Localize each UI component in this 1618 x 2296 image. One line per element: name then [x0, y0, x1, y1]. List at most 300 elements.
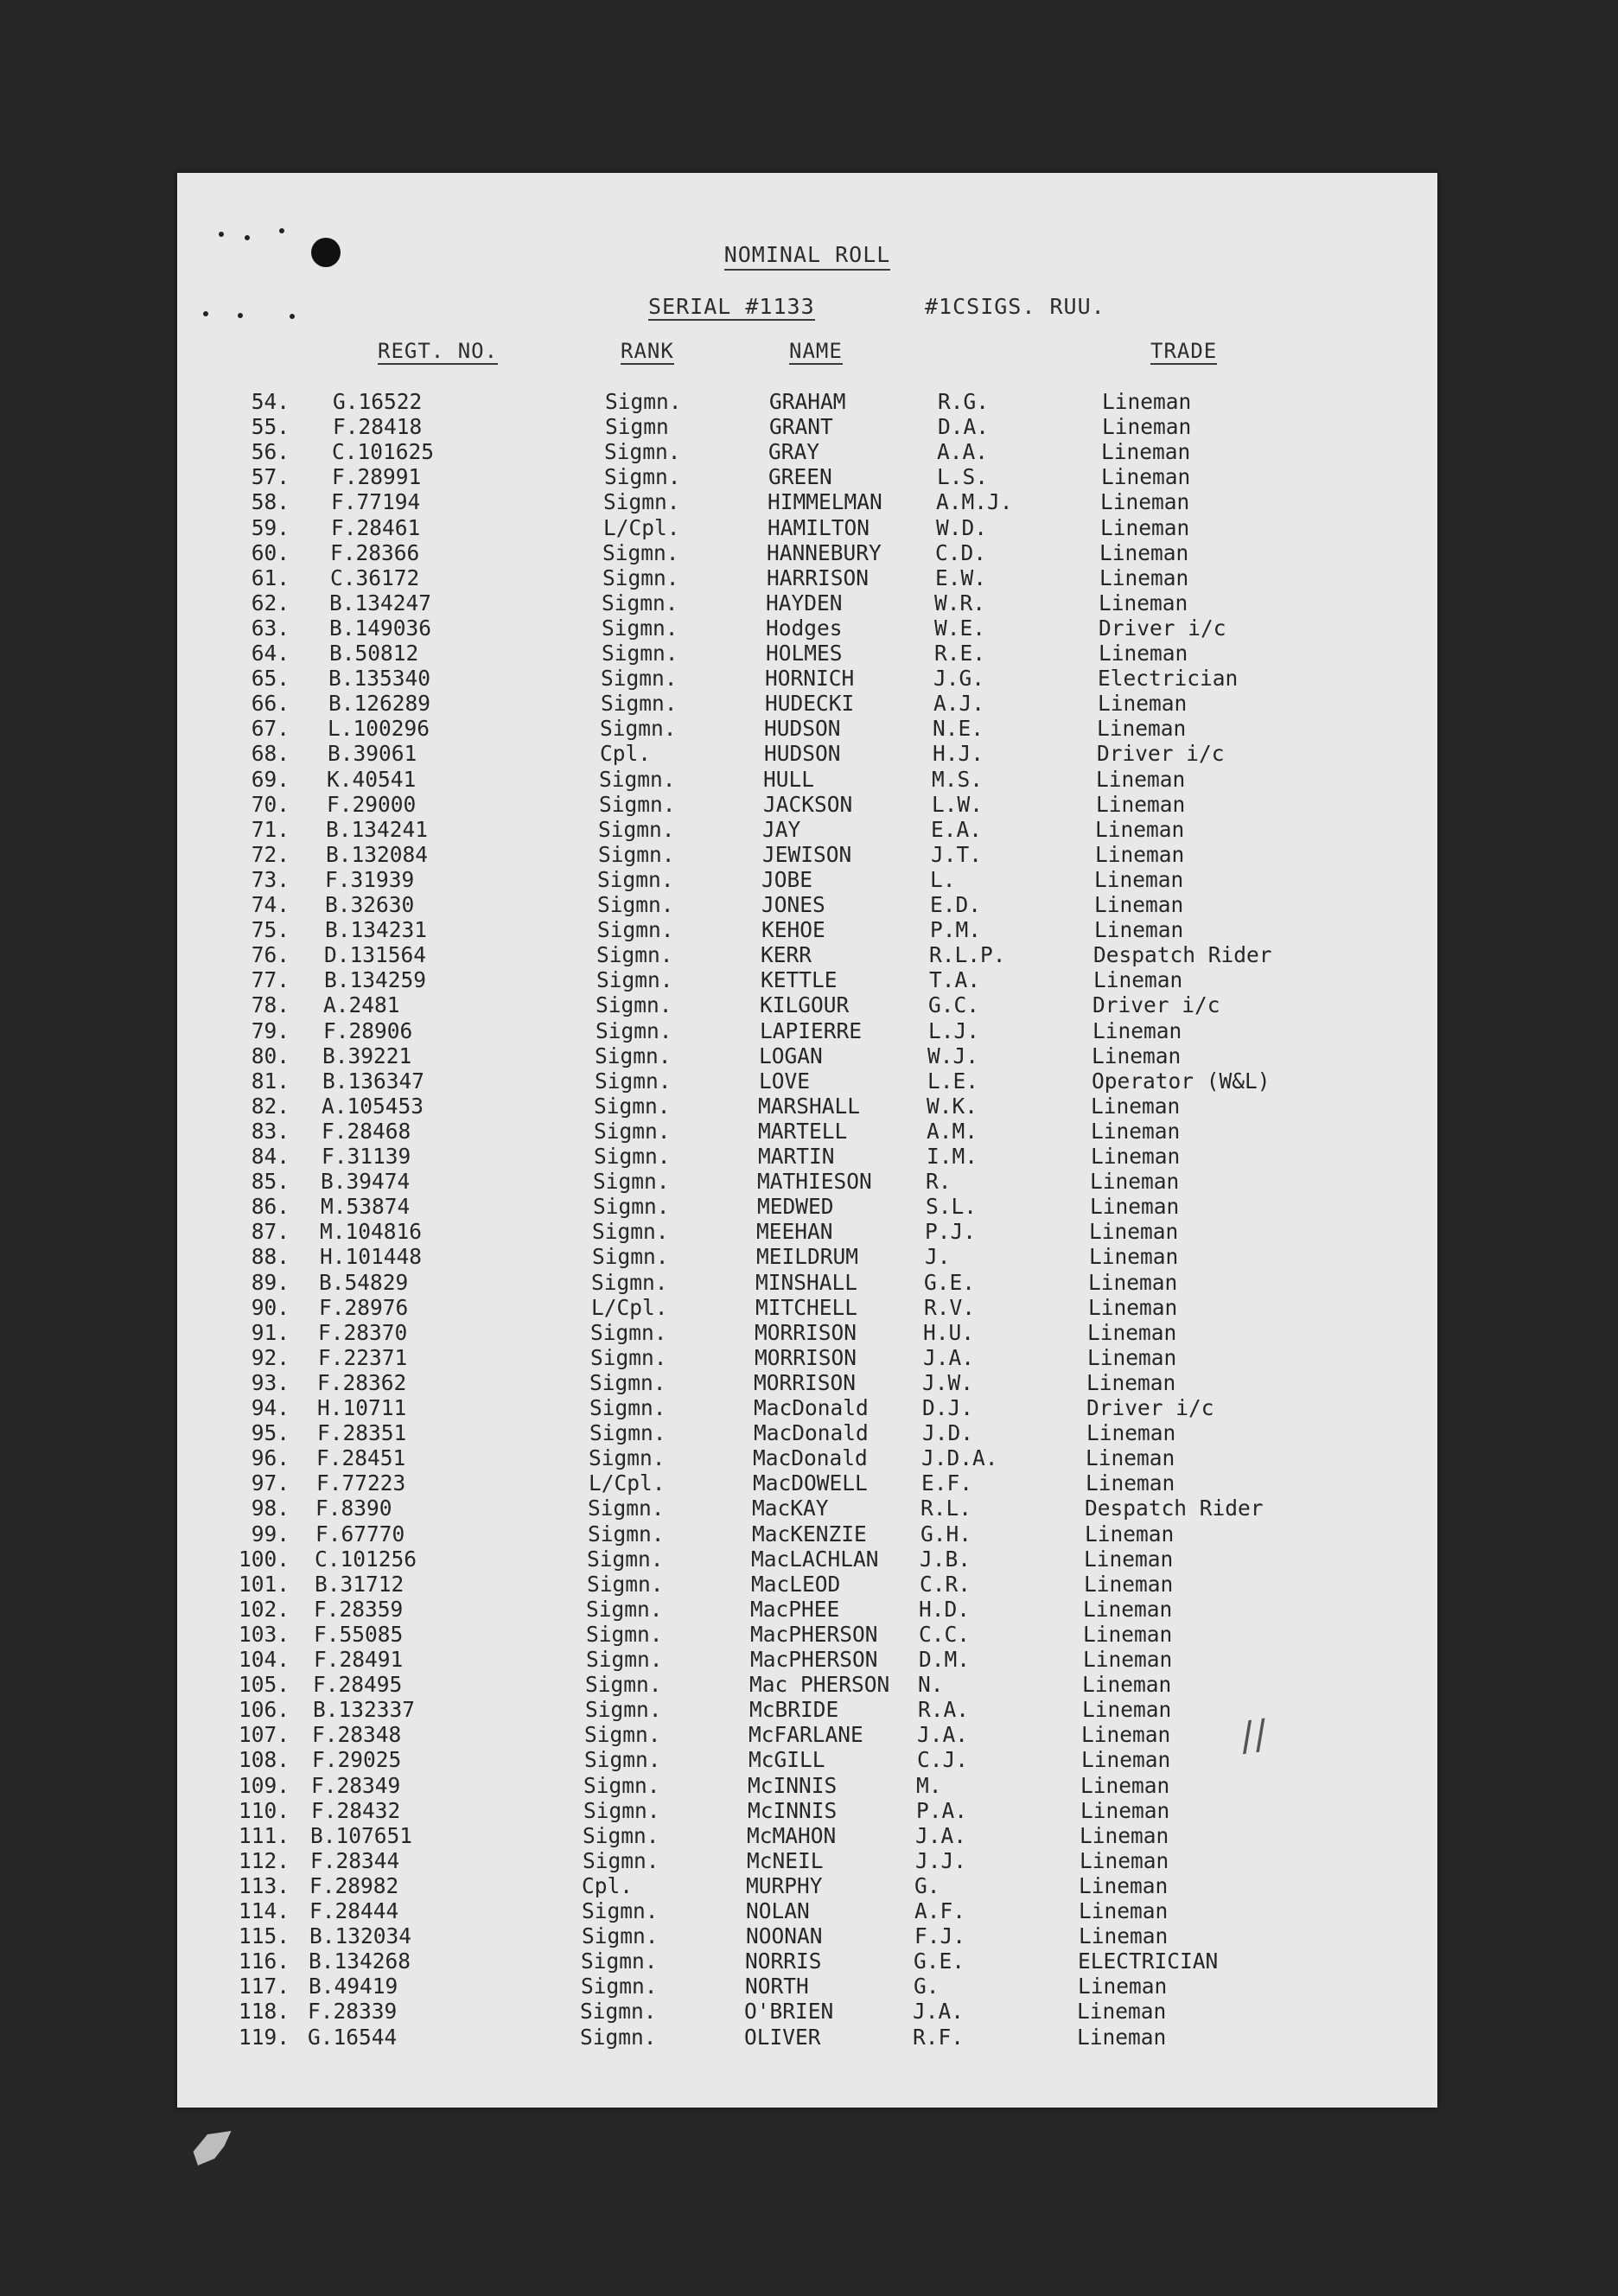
regt-number: B.39061	[328, 741, 417, 767]
rank: Sigmn.	[586, 1621, 663, 1647]
regt-number: B.149036	[329, 615, 432, 641]
initials: H.J.	[933, 741, 984, 767]
regt-number: F.28344	[310, 1847, 400, 1873]
trade: Lineman	[1102, 414, 1192, 440]
row-number: 113.	[238, 1872, 290, 1898]
surname: HULL	[763, 766, 815, 792]
trade: Lineman	[1099, 539, 1189, 565]
trade: Lineman	[1101, 464, 1191, 490]
initials: J.T.	[931, 841, 983, 867]
initials: M.	[916, 1772, 942, 1798]
trade: Lineman	[1079, 1872, 1169, 1898]
initials: R.G.	[938, 389, 990, 414]
regt-number: F.77194	[331, 489, 421, 515]
initials: G.C.	[928, 992, 980, 1018]
rank: Sigmn.	[582, 1923, 659, 1949]
row-number: 70.	[251, 791, 290, 817]
initials: W.E.	[934, 615, 986, 641]
rank: Sigmn.	[597, 892, 674, 917]
row-number: 90.	[251, 1294, 290, 1320]
surname: KERR	[761, 942, 812, 968]
surname: HUDECKI	[765, 691, 855, 717]
surname: McGILL	[748, 1747, 825, 1773]
row-number: 85.	[251, 1169, 290, 1195]
trade: Lineman	[1082, 1672, 1172, 1698]
surname: McNEIL	[747, 1847, 824, 1873]
row-number: 119.	[238, 2024, 290, 2050]
row-number: 116.	[238, 1948, 290, 1974]
column-header-regt-no: REGT. NO.	[378, 339, 499, 363]
table-row	[177, 1622, 1437, 1647]
trade: Lineman	[1088, 1294, 1178, 1320]
rank: Sigmn.	[602, 564, 679, 590]
regt-number: G.16544	[308, 2024, 398, 2050]
surname: HORNICH	[765, 666, 855, 692]
trade: Lineman	[1081, 1722, 1171, 1748]
regt-number: B.136347	[322, 1068, 425, 1094]
initials: F.J.	[914, 1923, 966, 1949]
table-row	[177, 1823, 1437, 1848]
trade: Lineman	[1081, 1747, 1171, 1773]
regt-number: B.134231	[325, 917, 428, 943]
regt-number: B.134268	[309, 1948, 411, 1974]
row-number: 102.	[238, 1596, 290, 1622]
initials: C.J.	[917, 1747, 969, 1773]
table-row	[177, 1219, 1437, 1244]
trade: Lineman	[1086, 1445, 1175, 1471]
regt-number: B.126289	[328, 691, 431, 717]
regt-number: F.28444	[309, 1898, 399, 1923]
initials: I.M.	[927, 1144, 978, 1169]
row-number: 72.	[251, 841, 290, 867]
trade: Lineman	[1098, 691, 1188, 717]
trade: Lineman	[1082, 1697, 1172, 1723]
rank: Sigmn.	[600, 716, 677, 742]
trade: Lineman	[1090, 1194, 1180, 1220]
surname: MacDOWELL	[753, 1470, 868, 1496]
rank: Sigmn.	[582, 1898, 659, 1923]
table-row	[177, 1244, 1437, 1269]
regt-number: F.28982	[309, 1872, 399, 1898]
surname: MacPHERSON	[750, 1647, 878, 1672]
regt-number: F.28991	[332, 464, 422, 490]
trade: ELECTRICIAN	[1078, 1948, 1219, 1974]
trade: Lineman	[1102, 389, 1192, 414]
rank: Sigmn.	[593, 1169, 670, 1195]
row-number: 108.	[238, 1747, 290, 1773]
surname: HIMMELMAN	[768, 489, 882, 515]
initials: L.E.	[927, 1068, 979, 1094]
trade: Lineman	[1097, 716, 1187, 742]
rank: Sigmn.	[599, 766, 676, 792]
initials: M.S.	[932, 766, 984, 792]
initials: J.A.	[915, 1822, 967, 1848]
initials: J.W.	[922, 1369, 974, 1395]
table-row	[177, 1068, 1437, 1094]
regt-number: F.28491	[314, 1647, 404, 1672]
regt-number: B.134259	[324, 967, 427, 993]
surname: MINSHALL	[755, 1269, 858, 1295]
rank: Sigmn.	[583, 1822, 659, 1848]
rank: Sigmn.	[586, 1647, 663, 1672]
regt-number: B.39474	[321, 1169, 411, 1195]
initials: R.V.	[924, 1294, 976, 1320]
surname: NORRIS	[745, 1948, 822, 1974]
row-number: 86.	[251, 1194, 290, 1220]
trade: Lineman	[1079, 1923, 1169, 1949]
trade: Lineman	[1080, 1772, 1170, 1798]
surname: MATHIESON	[757, 1169, 872, 1195]
regt-number: B.134247	[329, 590, 432, 615]
row-number: 117.	[238, 1974, 290, 1999]
trade: Lineman	[1080, 1847, 1169, 1873]
regt-number: F.31139	[322, 1144, 411, 1169]
surname: McMAHON	[747, 1822, 837, 1848]
rank: Sigmn.	[592, 1244, 669, 1270]
table-row	[177, 716, 1437, 741]
row-number: 79.	[251, 1017, 290, 1043]
trade: Lineman	[1096, 791, 1186, 817]
row-number: 110.	[238, 1797, 290, 1823]
trade: Lineman	[1092, 1017, 1182, 1043]
surname: LOVE	[759, 1068, 811, 1094]
row-number: 109.	[238, 1772, 290, 1798]
row-number: 59.	[251, 514, 290, 540]
surname: GRANT	[769, 414, 833, 440]
trade: Electrician	[1098, 666, 1239, 692]
initials: W.J.	[927, 1043, 979, 1068]
row-number: 97.	[251, 1470, 290, 1496]
row-number: 107.	[238, 1722, 290, 1748]
table-row	[177, 1470, 1437, 1496]
surname: Hodges	[766, 615, 843, 641]
initials: J.A.	[913, 1999, 965, 2025]
initials: D.A.	[938, 414, 990, 440]
surname: MARSHALL	[758, 1093, 861, 1119]
trade: Lineman	[1083, 1621, 1173, 1647]
surname: GRAY	[768, 439, 820, 465]
row-number: 83.	[251, 1118, 290, 1144]
regt-number: F.28468	[322, 1118, 411, 1144]
surname: JEWISON	[762, 841, 852, 867]
trade: Lineman	[1094, 917, 1184, 943]
regt-number: D.131564	[324, 942, 427, 968]
table-row	[177, 1873, 1437, 1898]
table-row	[177, 967, 1437, 992]
regt-number: F.28366	[330, 539, 420, 565]
regt-number: L.100296	[328, 716, 430, 742]
initials: P.J.	[925, 1219, 977, 1245]
table-row	[177, 1270, 1437, 1295]
surname: O'BRIEN	[744, 1999, 834, 2025]
initials: J.A.	[917, 1722, 969, 1748]
initials: E.W.	[935, 564, 987, 590]
rank: L/Cpl.	[603, 514, 680, 540]
table-row	[177, 1547, 1437, 1572]
rank: Sigmn.	[595, 1043, 672, 1068]
rank: Sigmn.	[597, 917, 674, 943]
table-row	[177, 792, 1437, 817]
table-row	[177, 1572, 1437, 1597]
row-number: 64.	[251, 641, 290, 666]
initials: J.A.	[923, 1344, 975, 1370]
table-row	[177, 1043, 1437, 1068]
row-number: 89.	[251, 1269, 290, 1295]
trade: Lineman	[1083, 1647, 1173, 1672]
row-number: 62.	[251, 590, 290, 615]
surname: NOLAN	[746, 1898, 810, 1923]
rank: Sigmn.	[590, 1319, 667, 1345]
rank: Sigmn.	[588, 1521, 665, 1547]
row-number: 99.	[251, 1521, 290, 1547]
table-row	[177, 1395, 1437, 1420]
regt-number: F.22371	[318, 1344, 408, 1370]
regt-number: B.54829	[319, 1269, 409, 1295]
trade: Operator (W&L)	[1092, 1068, 1271, 1094]
table-row	[177, 1194, 1437, 1219]
initials: P.A.	[916, 1797, 968, 1823]
row-number: 91.	[251, 1319, 290, 1345]
rank: Sigmn.	[588, 1496, 665, 1521]
surname: JAY	[762, 816, 801, 842]
initials: J.G.	[933, 666, 985, 692]
rank: Sigmn.	[583, 1797, 660, 1823]
trade: Lineman	[1086, 1470, 1175, 1496]
rank: Sigmn.	[596, 967, 673, 993]
rank: Sigmn.	[589, 1420, 666, 1446]
initials: R.L.	[920, 1496, 972, 1521]
trade: Lineman	[1100, 489, 1190, 515]
surname: MORRISON	[754, 1369, 857, 1395]
trade: Driver i/c	[1097, 741, 1225, 767]
column-header-trade: TRADE	[1150, 339, 1218, 363]
rank: Sigmn.	[591, 1269, 668, 1295]
surname: MacDonald	[753, 1445, 868, 1471]
surname: LOGAN	[759, 1043, 823, 1068]
trade: Lineman	[1090, 1169, 1180, 1195]
initials: C.R.	[920, 1571, 971, 1597]
regt-number: B.107651	[310, 1822, 413, 1848]
rank: Sigmn.	[589, 1395, 666, 1420]
trade: Driver i/c	[1086, 1395, 1214, 1420]
regt-number: F.28339	[308, 1999, 398, 2025]
row-number: 76.	[251, 942, 290, 968]
trade: Lineman	[1086, 1369, 1176, 1395]
row-number: 54.	[251, 389, 290, 414]
table-row	[177, 1848, 1437, 1873]
row-number: 66.	[251, 691, 290, 717]
rank: Sigmn.	[595, 1068, 672, 1094]
rank: Cpl.	[582, 1872, 634, 1898]
trade: Lineman	[1084, 1546, 1174, 1572]
regt-number: C.36172	[330, 564, 420, 590]
unit-designation: #1CSIGS. RUU.	[925, 294, 1105, 319]
row-number: 80.	[251, 1043, 290, 1068]
row-number: 105.	[238, 1672, 290, 1698]
regt-number: M.53874	[321, 1194, 411, 1220]
table-row	[177, 691, 1437, 716]
trade: Driver i/c	[1092, 992, 1220, 1018]
table-row	[177, 741, 1437, 766]
trade: Lineman	[1078, 1974, 1168, 1999]
ink-speck	[279, 228, 284, 233]
rank: Sigmn.	[596, 1017, 672, 1043]
trade: Lineman	[1099, 564, 1189, 590]
initials: C.D.	[935, 539, 987, 565]
table-row	[177, 389, 1437, 414]
surname: NORTH	[745, 1974, 809, 1999]
initials: E.D.	[930, 892, 982, 917]
row-number: 112.	[238, 1847, 290, 1873]
rank: Sigmn.	[605, 389, 682, 414]
surname: JONES	[761, 892, 825, 917]
surname: HANNEBURY	[767, 539, 882, 565]
regt-number: B.32630	[325, 892, 415, 917]
row-number: 94.	[251, 1395, 290, 1420]
trade: Despatch Rider	[1085, 1496, 1264, 1521]
surname: MEEHAN	[756, 1219, 833, 1245]
row-number: 103.	[238, 1621, 290, 1647]
trade: Lineman	[1088, 1269, 1178, 1295]
initials: D.J.	[922, 1395, 974, 1420]
regt-number: F.28495	[313, 1672, 403, 1698]
initials: A.A.	[937, 439, 989, 465]
row-number: 95.	[251, 1420, 290, 1446]
table-row	[177, 666, 1437, 691]
trade: Lineman	[1085, 1521, 1175, 1547]
initials: G.H.	[920, 1521, 972, 1547]
row-number: 92.	[251, 1344, 290, 1370]
trade: Lineman	[1083, 1596, 1173, 1622]
table-row	[177, 1094, 1437, 1119]
initials: G.	[914, 1872, 940, 1898]
regt-number: G.16522	[333, 389, 423, 414]
rank: Sigmn.	[602, 539, 679, 565]
regt-number: B.132084	[326, 841, 429, 867]
regt-number: F.67770	[315, 1521, 405, 1547]
trade: Despatch Rider	[1093, 942, 1272, 968]
row-number: 68.	[251, 741, 290, 767]
initials: A.F.	[914, 1898, 966, 1923]
surname: McINNIS	[748, 1772, 838, 1798]
table-row	[177, 464, 1437, 489]
surname: MURPHY	[746, 1872, 823, 1898]
table-row	[177, 439, 1437, 464]
row-number: 87.	[251, 1219, 290, 1245]
regt-number: B.134241	[326, 816, 429, 842]
trade: Lineman	[1084, 1571, 1174, 1597]
trade: Lineman	[1095, 816, 1185, 842]
initials: W.D.	[936, 514, 988, 540]
rank: Sigmn.	[604, 439, 681, 465]
rank: Sigmn.	[583, 1772, 660, 1798]
regt-number: F.28418	[333, 414, 423, 440]
regt-number: H.101448	[320, 1244, 423, 1270]
surname: MARTIN	[758, 1144, 835, 1169]
trade: Lineman	[1077, 2024, 1167, 2050]
surname: KILGOUR	[760, 992, 850, 1018]
rank: Sigmn.	[601, 691, 678, 717]
rank: Sigmn.	[594, 1093, 671, 1119]
rank: Sigmn.	[592, 1219, 669, 1245]
rank: Sigmn.	[585, 1697, 662, 1723]
table-row	[177, 1923, 1437, 1948]
rank: Sigmn.	[597, 866, 674, 892]
rank: Sigmn.	[596, 992, 672, 1018]
rank: Sigmn.	[594, 1118, 671, 1144]
table-row	[177, 565, 1437, 590]
table-row	[177, 1521, 1437, 1547]
initials: J.B.	[920, 1546, 971, 1572]
rank: Sigmn.	[580, 1999, 657, 2025]
rank: Sigmn.	[596, 942, 673, 968]
row-number: 75.	[251, 917, 290, 943]
initials: R.L.P.	[929, 942, 1006, 968]
regt-number: B.31712	[315, 1571, 404, 1597]
table-row	[177, 515, 1437, 540]
table-row	[177, 489, 1437, 514]
rank: L/Cpl.	[591, 1294, 668, 1320]
rank: Sigmn.	[583, 1847, 659, 1873]
trade: Lineman	[1080, 1797, 1170, 1823]
rank: Sigmn.	[581, 1948, 658, 1974]
rank: Sigmn.	[586, 1596, 663, 1622]
regt-number: F.55085	[314, 1621, 404, 1647]
rank: Sigmn.	[599, 791, 676, 817]
rank: Sigmn.	[602, 641, 678, 666]
table-row	[177, 1597, 1437, 1622]
trade: Lineman	[1096, 766, 1186, 792]
surname: McFARLANE	[748, 1722, 863, 1748]
regt-number: B.50812	[329, 641, 419, 666]
rank: Sigmn.	[585, 1672, 662, 1698]
rank: Sigmn.	[584, 1747, 661, 1773]
row-number: 61.	[251, 564, 290, 590]
rank: Sigmn.	[590, 1344, 667, 1370]
surname: JOBE	[761, 866, 813, 892]
surname: MacLACHLAN	[751, 1546, 879, 1572]
table-row	[177, 817, 1437, 842]
row-number: 69.	[251, 766, 290, 792]
surname: MEDWED	[757, 1194, 834, 1220]
trade: Lineman	[1101, 439, 1191, 465]
surname: HAYDEN	[766, 590, 843, 615]
table-row	[177, 1345, 1437, 1370]
table-row	[177, 917, 1437, 942]
rank: Sigmn.	[581, 1974, 658, 1999]
regt-number: A.2481	[323, 992, 400, 1018]
table-row	[177, 767, 1437, 792]
table-row	[177, 1420, 1437, 1445]
surname: MEILDRUM	[756, 1244, 859, 1270]
row-number: 77.	[251, 967, 290, 993]
initials: H.D.	[919, 1596, 971, 1622]
table-row	[177, 1773, 1437, 1798]
surname: HAMILTON	[768, 514, 870, 540]
surname: MITCHELL	[755, 1294, 858, 1320]
row-number: 96.	[251, 1445, 290, 1471]
table-row	[177, 2025, 1437, 2050]
trade: Lineman	[1080, 1822, 1169, 1848]
regt-number: F.8390	[315, 1496, 392, 1521]
row-number: 104.	[238, 1647, 290, 1672]
surname: MacKAY	[752, 1496, 829, 1521]
regt-number: K.40541	[327, 766, 417, 792]
surname: LAPIERRE	[760, 1017, 863, 1043]
rank: Sigmn.	[593, 1194, 670, 1220]
surname: GREEN	[768, 464, 832, 490]
initials: A.M.J.	[936, 489, 1013, 515]
